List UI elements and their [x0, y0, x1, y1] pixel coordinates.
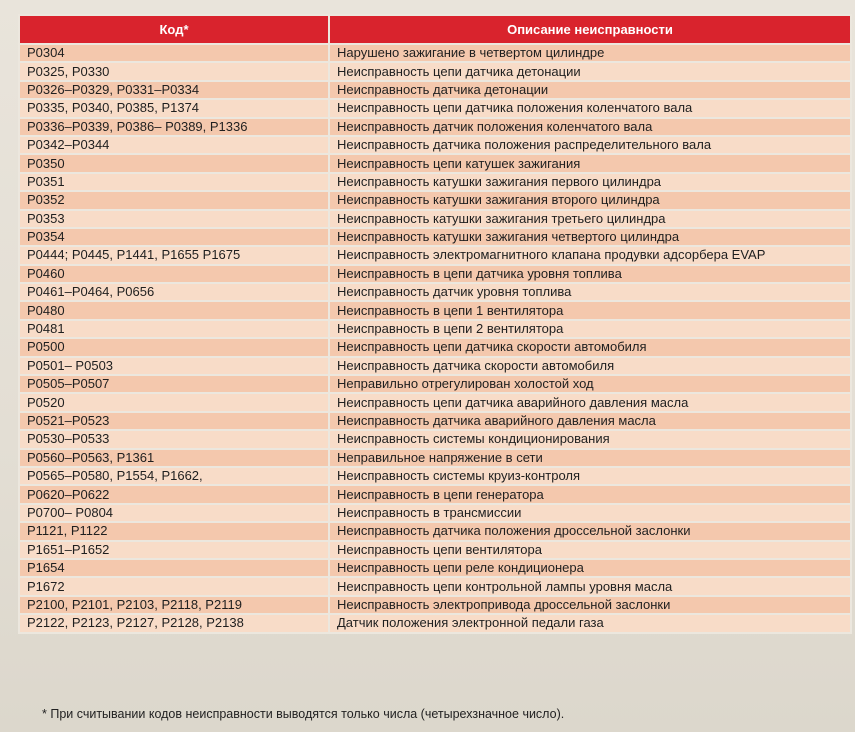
fault-code-cell: P1672 — [19, 577, 329, 595]
table-row — [19, 393, 851, 411]
table-row — [19, 81, 851, 99]
fault-description-cell: Неисправность датчик уровня топлива — [329, 283, 851, 301]
table-row — [19, 338, 851, 356]
fault-code-cell: P0354 — [19, 228, 329, 246]
table-row — [19, 44, 851, 62]
fault-description-cell: Неисправность цепи датчика детонации — [329, 62, 851, 80]
fault-description-cell: Неисправность катушки зажигания третьего цилиндра — [329, 210, 851, 228]
fault-description-cell: Неисправность датчик положения коленчатого вала — [329, 118, 851, 136]
fault-code-cell: P0620–P0622 — [19, 485, 329, 503]
fault-code-cell: P1654 — [19, 559, 329, 577]
description-column-header: Описание неисправности — [329, 15, 851, 44]
table-row — [19, 430, 851, 448]
fault-code-cell: P0530–P0533 — [19, 430, 329, 448]
fault-code-cell: P0444; P0445, P1441, P1655 P1675 — [19, 246, 329, 264]
fault-code-cell: P0521–P0523 — [19, 412, 329, 430]
fault-code-cell: P0700– P0804 — [19, 504, 329, 522]
table-row — [19, 265, 851, 283]
fault-description-cell: Нарушено зажигание в четвертом цилиндре — [329, 44, 851, 62]
fault-description-cell: Неисправность цепи вентилятора — [329, 541, 851, 559]
table-row — [19, 301, 851, 319]
fault-code-cell: P0461–P0464, P0656 — [19, 283, 329, 301]
fault-code-cell: P0336–P0339, P0386– P0389, P1336 — [19, 118, 329, 136]
table-row — [19, 228, 851, 246]
fault-code-table — [18, 14, 852, 634]
fault-code-cell: P0325, P0330 — [19, 62, 329, 80]
fault-description-cell: Неисправность цепи катушек зажигания — [329, 154, 851, 172]
fault-code-cell: P0481 — [19, 320, 329, 338]
table-row — [19, 614, 851, 632]
fault-description-cell: Датчик положения электронной педали газа — [329, 614, 851, 632]
fault-description-cell: Неправильное напряжение в сети — [329, 449, 851, 467]
fault-code-cell: P0342–P0344 — [19, 136, 329, 154]
header-row — [19, 15, 851, 44]
fault-code-cell: P0353 — [19, 210, 329, 228]
table-row — [19, 504, 851, 522]
fault-code-cell: P0520 — [19, 393, 329, 411]
table-row — [19, 210, 851, 228]
fault-code-cell: P0304 — [19, 44, 329, 62]
code-column-header: Код* — [19, 15, 329, 44]
fault-description-cell: Неисправность датчика скорости автомобиля — [329, 357, 851, 375]
table-body — [19, 44, 851, 633]
fault-description-cell: Неисправность цепи реле кондиционера — [329, 559, 851, 577]
fault-description-cell: Неисправность электромагнитного клапана продувки адсорбера EVAP — [329, 246, 851, 264]
fault-description-cell: Неисправность электропривода дроссельной заслонки — [329, 596, 851, 614]
fault-description-cell: Неисправность цепи датчика положения коленчатого вала — [329, 99, 851, 117]
fault-description-cell: Неисправность в цепи датчика уровня топлива — [329, 265, 851, 283]
table-row — [19, 577, 851, 595]
fault-description-cell: Неисправность датчика аварийного давления масла — [329, 412, 851, 430]
table-row — [19, 173, 851, 191]
fault-description-cell: Неисправность цепи контрольной лампы уровня масла — [329, 577, 851, 595]
fault-code-cell: P0505–P0507 — [19, 375, 329, 393]
fault-description-cell: Неисправность цепи датчика скорости автомобиля — [329, 338, 851, 356]
fault-description-cell: Неисправность датчика детонации — [329, 81, 851, 99]
fault-description-cell: Неисправность в цепи генератора — [329, 485, 851, 503]
fault-code-cell: P0460 — [19, 265, 329, 283]
fault-description-cell: Неисправность катушки зажигания четвертого цилиндра — [329, 228, 851, 246]
table-row — [19, 136, 851, 154]
fault-description-cell: Неисправность цепи датчика аварийного давления масла — [329, 393, 851, 411]
table-row — [19, 191, 851, 209]
table-row — [19, 596, 851, 614]
table-row — [19, 118, 851, 136]
table-row — [19, 357, 851, 375]
table-row — [19, 467, 851, 485]
fault-code-cell: P0352 — [19, 191, 329, 209]
table-row — [19, 246, 851, 264]
fault-code-cell: P0326–P0329, P0331–P0334 — [19, 81, 329, 99]
table-row — [19, 412, 851, 430]
fault-description-cell: Неисправность катушки зажигания второго цилиндра — [329, 191, 851, 209]
fault-description-cell: Неправильно отрегулирован холостой ход — [329, 375, 851, 393]
table-row — [19, 320, 851, 338]
fault-code-cell: P0480 — [19, 301, 329, 319]
table-row — [19, 485, 851, 503]
table-row — [19, 449, 851, 467]
fault-code-cell: P0560–P0563, P1361 — [19, 449, 329, 467]
fault-description-cell: Неисправность системы кондиционирования — [329, 430, 851, 448]
fault-code-cell: P0500 — [19, 338, 329, 356]
footnote: * При считывании кодов неисправности выводятся только числа (четырехзначное число). — [42, 707, 565, 721]
fault-code-cell: P0351 — [19, 173, 329, 191]
table-row — [19, 541, 851, 559]
fault-code-cell: P0565–P0580, P1554, P1662, — [19, 467, 329, 485]
fault-code-cell: P0335, P0340, P0385, P1374 — [19, 99, 329, 117]
table-row — [19, 62, 851, 80]
fault-description-cell: Неисправность в цепи 2 вентилятора — [329, 320, 851, 338]
table-row — [19, 559, 851, 577]
table-row — [19, 283, 851, 301]
fault-description-cell: Неисправность системы круиз-контроля — [329, 467, 851, 485]
fault-code-cell: P2100, P2101, P2103, P2118, P2119 — [19, 596, 329, 614]
table-header — [19, 15, 851, 44]
fault-description-cell: Неисправность в цепи 1 вентилятора — [329, 301, 851, 319]
table-row — [19, 375, 851, 393]
fault-description-cell: Неисправность датчика положения дроссельной заслонки — [329, 522, 851, 540]
table-row — [19, 154, 851, 172]
fault-description-cell: Неисправность катушки зажигания первого цилиндра — [329, 173, 851, 191]
table-row — [19, 99, 851, 117]
fault-code-cell: P0350 — [19, 154, 329, 172]
table-row — [19, 522, 851, 540]
fault-description-cell: Неисправность датчика положения распределительного вала — [329, 136, 851, 154]
fault-code-cell: P1121, P1122 — [19, 522, 329, 540]
fault-description-cell: Неисправность в трансмиссии — [329, 504, 851, 522]
fault-code-cell: P0501– P0503 — [19, 357, 329, 375]
fault-code-cell: P1651–P1652 — [19, 541, 329, 559]
fault-code-cell: P2122, P2123, P2127, P2128, P2138 — [19, 614, 329, 632]
